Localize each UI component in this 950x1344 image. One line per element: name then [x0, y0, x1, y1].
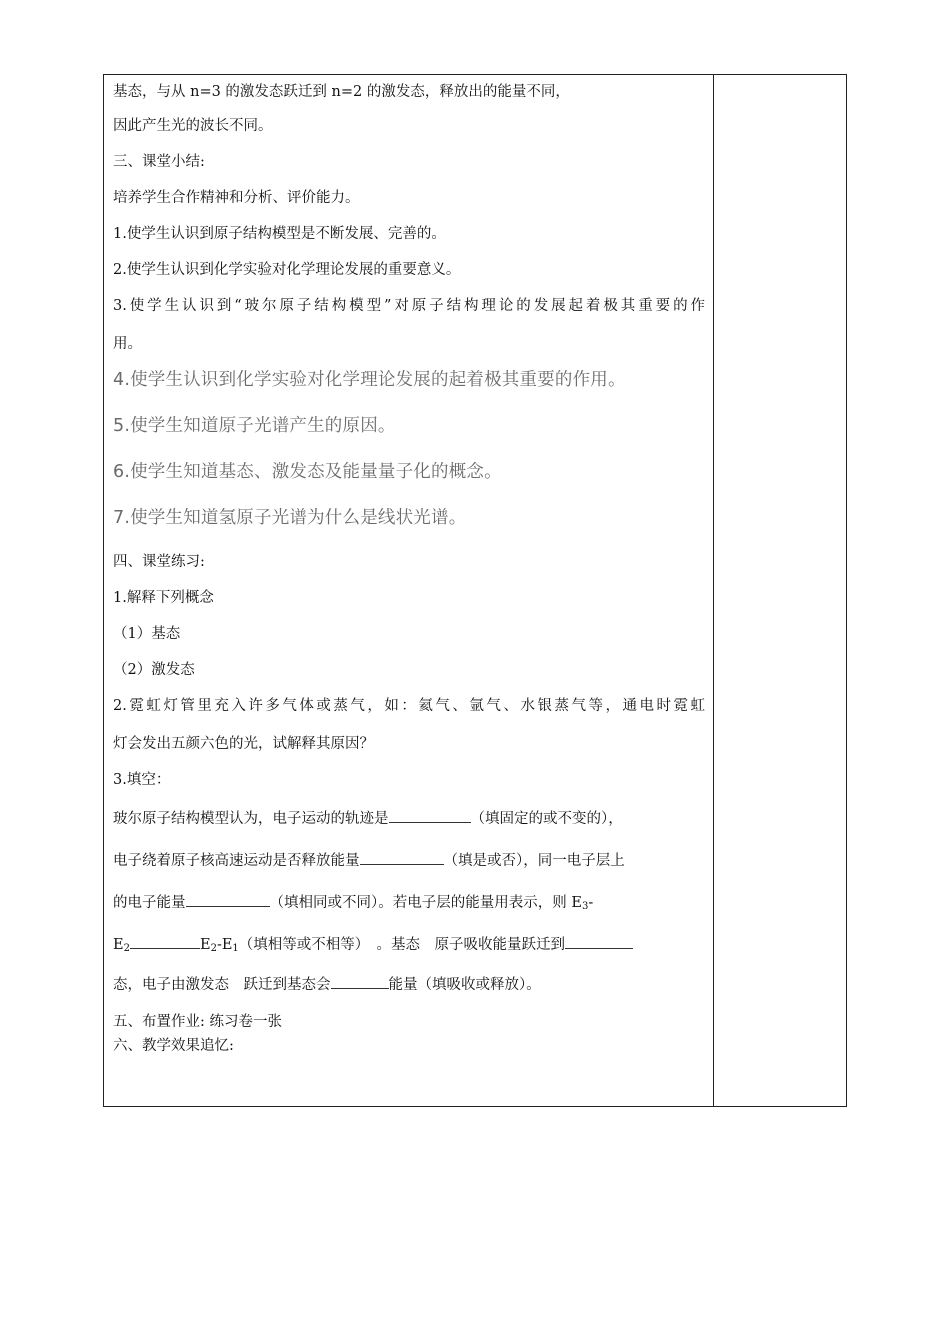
- text-line: 3.填空：: [113, 772, 171, 788]
- fill-line: 玻尔原子结构模型认为，电子运动的轨迹是 （填固定的或不变的），: [113, 808, 623, 829]
- fill-line: 的电子能量 （填相同或不同）。若电子层的能量用表示，则 E3-: [113, 892, 593, 917]
- answer-blank[interactable]: [186, 892, 270, 907]
- text-line: 2.霓虹灯管里充入许多气体或蒸气，如：氦气、氩气、水银蒸气等，通电时霓虹: [113, 698, 705, 714]
- answer-blank[interactable]: [331, 974, 389, 989]
- fill-line: 电子绕着原子核高速运动是否释放能量 （填是或否），同一电子层上: [113, 850, 625, 871]
- text-line: 灯会发出五颜六色的光，试解释其原因？: [113, 736, 374, 752]
- text-line: （2）激发态: [113, 662, 195, 678]
- pasted-text-line: 4.使学生认识到化学实验对化学理论发展的起着极其重要的作用。: [113, 370, 626, 390]
- text-line: 3.使学生认识到“玻尔原子结构模型”对原子结构理论的发展起着极其重要的作: [113, 298, 705, 314]
- text-line: 基态，与从 n=3 的激发态跃迁到 n=2 的激发态，释放出的能量不同，: [113, 84, 570, 100]
- text-line: 用。: [113, 336, 142, 352]
- answer-blank[interactable]: [389, 808, 471, 823]
- section-heading-summary: 三、课堂小结:: [113, 154, 205, 170]
- text-line: 1.解释下列概念: [113, 590, 214, 606]
- fill-line: E2 E2-E1（填相等或不相等） 。基态 原子吸收能量跃迁到: [113, 934, 633, 959]
- text-line: （1）基态: [113, 626, 181, 642]
- section-heading-homework: 五、布置作业: 练习卷一张: [113, 1014, 282, 1030]
- answer-blank[interactable]: [360, 850, 444, 865]
- section-heading-exercise: 四、课堂练习:: [113, 554, 205, 570]
- pasted-text-line: 6.使学生知道基态、激发态及能量量子化的概念。: [113, 462, 502, 482]
- column-divider: [713, 74, 714, 1107]
- text-line: 因此产生光的波长不同。: [113, 118, 273, 134]
- pasted-text-line: 7.使学生知道氢原子光谱为什么是线状光谱。: [113, 508, 467, 528]
- pasted-text-line: 5.使学生知道原子光谱产生的原因。: [113, 416, 396, 436]
- text-line: 培养学生合作精神和分析、评价能力。: [113, 190, 360, 206]
- fill-line: 态，电子由激发态 跃迁到基态会 能量（填吸收或释放）。: [113, 974, 541, 995]
- text-line: 1.使学生认识到原子结构模型是不断发展、完善的。: [113, 226, 446, 242]
- text-line: 2.使学生认识到化学实验对化学理论发展的重要意义。: [113, 262, 461, 278]
- answer-blank[interactable]: [130, 934, 200, 949]
- section-heading-reflection: 六、教学效果追忆:: [113, 1038, 234, 1054]
- answer-blank[interactable]: [565, 934, 633, 949]
